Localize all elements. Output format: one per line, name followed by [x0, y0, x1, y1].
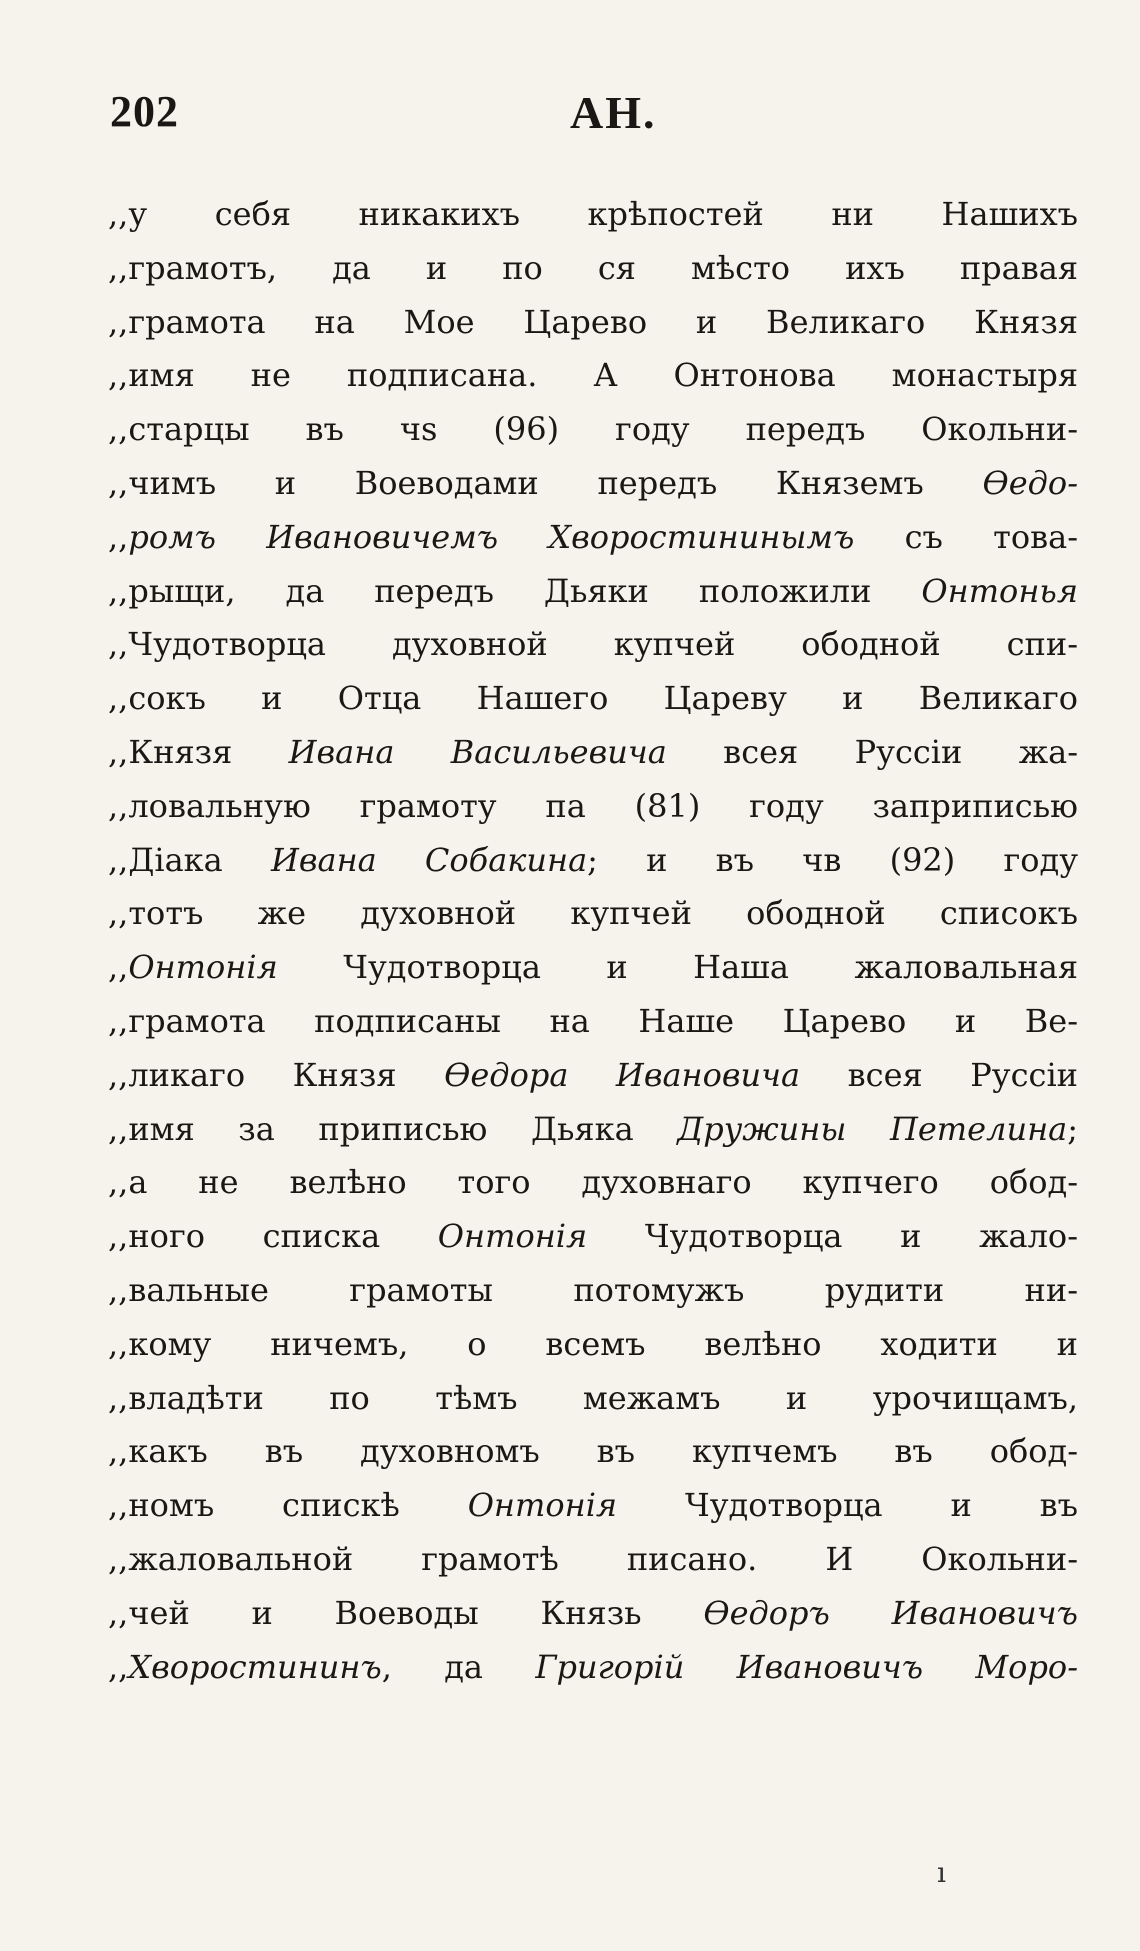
text-line: [108, 1049, 1078, 1103]
italic-name-span: Григорiй Ивановичъ Моро-: [535, 1647, 1078, 1686]
italic-name-span: ромъ Ивановичемъ Хворостининымъ: [128, 517, 855, 556]
text-span: всея Руссiи: [800, 1055, 1078, 1094]
italic-name-span: Онтонiя: [467, 1486, 618, 1525]
text-line: [108, 834, 1078, 888]
text-span: ,,ликаго Князя: [108, 1055, 445, 1094]
text-span: ,,имя не подписана. А Онтонова монастыря: [108, 356, 1078, 395]
text-span: ,,Дiака: [108, 840, 271, 879]
text-line: [108, 457, 1078, 511]
stray-mark: ı: [937, 1856, 946, 1889]
text-span: ,,грамота на Мое Царево и Великаго Князя: [108, 302, 1078, 341]
text-span: ,,: [108, 948, 129, 987]
text-line: [108, 941, 1078, 995]
running-head: АН.: [570, 87, 657, 138]
text-line: [108, 672, 1078, 726]
text-span: ,,чей и Воеводы Князь: [108, 1593, 704, 1632]
text-line: [108, 188, 1078, 242]
page-number: 202: [110, 87, 179, 136]
text-span: ,,грамота подписаны на Наше Царево и Ве-: [108, 1001, 1078, 1040]
text-line: [108, 780, 1078, 834]
italic-name-span: Онтонiя: [437, 1217, 588, 1256]
italic-name-span: Ивана Васильевича: [288, 732, 667, 771]
text-span: ,,сокъ и Отца Нашего Цареву и Великаго: [108, 679, 1078, 718]
italic-name-span: Онтонiя: [128, 948, 278, 987]
text-line: [108, 242, 1078, 296]
text-line: [108, 618, 1078, 672]
text-span: ,,: [108, 517, 129, 556]
text-span: ,,Князя: [108, 732, 289, 771]
text-line: [108, 1156, 1078, 1210]
text-line: [108, 1318, 1078, 1372]
text-span: ;: [1067, 1109, 1078, 1148]
text-line: [108, 995, 1078, 1049]
italic-name-span: Дружины Петелина: [677, 1109, 1068, 1148]
italic-name-span: Ѳедо-: [982, 463, 1078, 502]
text-span: ,,чимъ и Воеводами передъ Княземъ: [108, 463, 983, 502]
text-span: всея Руссiи жа-: [666, 732, 1078, 771]
text-span: Чудотворца и въ: [617, 1486, 1078, 1525]
text-span: ,,владѣти по тѣмъ межамъ и урочищамъ,: [108, 1378, 1078, 1417]
text-span: ,,старцы въ чѕ (96) году передъ Окольни-: [108, 410, 1078, 449]
text-span: Чудотворца и Наша жаловальная: [277, 948, 1078, 987]
text-line: [108, 1479, 1078, 1533]
page-header: [110, 86, 1070, 146]
text-line: [108, 403, 1078, 457]
italic-name-span: Хворостининъ: [128, 1647, 382, 1686]
text-span: , да: [381, 1647, 536, 1686]
text-span: ,,какъ въ духовномъ въ купчемъ въ обод-: [108, 1432, 1078, 1471]
italic-name-span: Ѳедора Ивановича: [444, 1055, 801, 1094]
text-span: ,,ного списка: [108, 1217, 438, 1256]
text-line: [108, 1264, 1078, 1318]
text-line: [108, 1641, 1078, 1695]
text-line: [108, 511, 1078, 565]
text-span: ; и въ чв (92) году: [587, 840, 1078, 879]
text-line: [108, 887, 1078, 941]
text-span: ,,имя за приписью Дьяка: [108, 1109, 678, 1148]
text-line: [108, 1425, 1078, 1479]
text-span: ,,жаловальной грамотѣ писано. И Окольни-: [108, 1539, 1078, 1578]
text-span: Чудотворца и жало-: [587, 1217, 1078, 1256]
text-span: ,,вальные грамоты потомужъ рудити ни-: [108, 1270, 1078, 1309]
text-span: съ това-: [854, 517, 1078, 556]
text-span: ,,Чудотворца духовной купчей ободной спи-: [108, 625, 1078, 664]
text-span: ,,а не велѣно того духовнаго купчего обод-: [108, 1163, 1078, 1202]
text-span: ,,тотъ же духовной купчей ободной списокъ: [108, 894, 1078, 933]
text-line: [108, 349, 1078, 403]
text-span: ,,у себя никакихъ крѣпостей ни Нашихъ: [108, 195, 1078, 233]
text-line: [108, 726, 1078, 780]
italic-name-span: Онтонья: [921, 571, 1078, 610]
text-line: [108, 1372, 1078, 1426]
text-line: [108, 1533, 1078, 1587]
text-span: ,,кому ничемъ, о всемъ велѣно ходити и: [108, 1324, 1078, 1363]
body-text: [108, 188, 1078, 1694]
text-line: [108, 296, 1078, 350]
text-span: ,,грамотъ, да и по ся мѣсто ихъ правая: [108, 248, 1078, 287]
text-line: [108, 1103, 1078, 1157]
text-span: ,,: [108, 1647, 129, 1686]
text-line: [108, 565, 1078, 619]
text-span: ,,рыщи, да передъ Дьяки положили: [108, 571, 922, 610]
italic-name-span: Ѳедоръ Ивановичъ: [703, 1593, 1078, 1632]
text-line: [108, 1210, 1078, 1264]
text-span: ,,номъ спискѣ: [108, 1486, 468, 1525]
italic-name-span: Ивана Собакина: [270, 840, 588, 879]
text-line: [108, 1587, 1078, 1641]
text-span: ,,ловальную грамоту па (81) году заприписью: [108, 786, 1078, 825]
